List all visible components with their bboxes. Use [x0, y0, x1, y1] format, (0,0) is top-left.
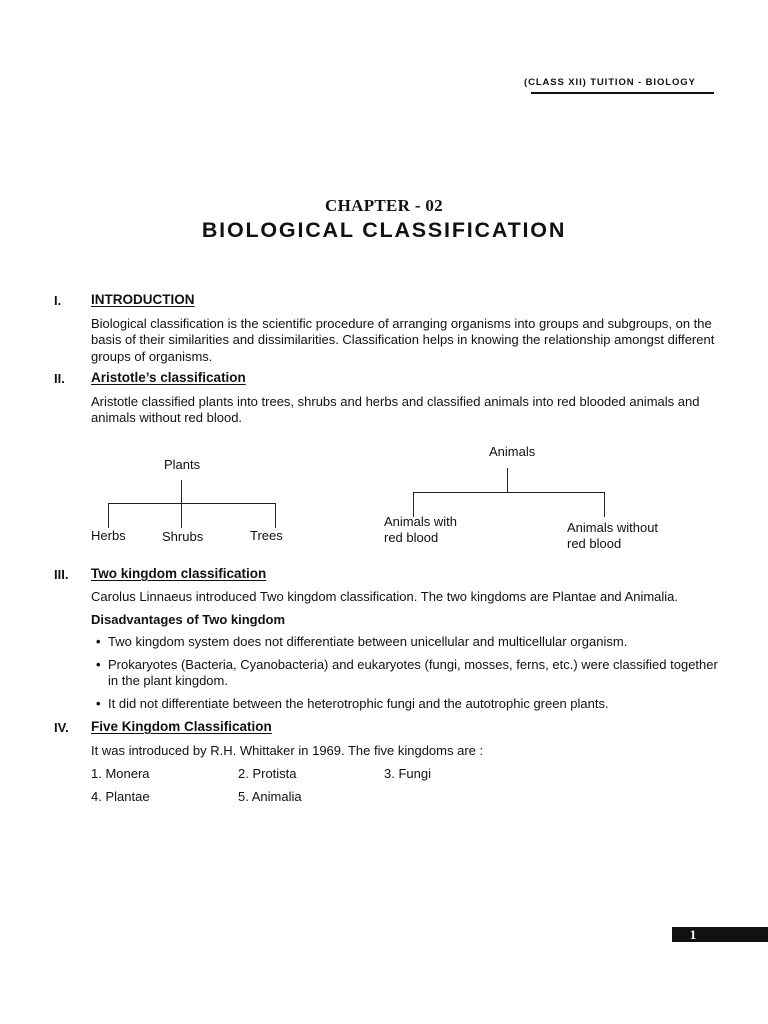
disadvantages-subheading: Disadvantages of Two kingdom: [91, 612, 286, 627]
connector-line: [181, 503, 182, 528]
diagram-plants-root: Plants: [164, 457, 201, 472]
page-number: 1: [689, 927, 697, 942]
connector-line: [507, 468, 508, 492]
bullet-marker: •: [96, 657, 101, 672]
connector-line: [275, 503, 276, 528]
aristotle-paragraph: Aristotle classified plants into trees, shrubs and herbs and classified animals into red blooded animals and animals without red blood.: [91, 394, 700, 426]
connector-line: [181, 480, 182, 503]
chapter-title: BIOLOGICAL CLASSIFICATION: [201, 218, 567, 242]
kingdom-item: 2. Protista: [238, 766, 297, 781]
section-number: I.: [54, 293, 62, 308]
bullet-marker: •: [96, 696, 101, 711]
section-number: III.: [54, 567, 69, 582]
section-number: IV.: [54, 720, 69, 735]
header-underline: [531, 92, 714, 94]
diagram-animals-root: Animals: [489, 444, 536, 459]
diagram-plants-child: Trees: [250, 528, 283, 543]
bullet-marker: •: [96, 634, 101, 649]
section-heading-two-kingdom: Two kingdom classification: [91, 566, 267, 581]
bullet-item: It did not differentiate between the heterotrophic fungi and the autotrophic green plants.: [108, 696, 609, 711]
connector-line: [604, 492, 605, 517]
connector-line: [108, 503, 276, 504]
section-number: II.: [54, 371, 65, 386]
kingdom-item: 1. Monera: [91, 766, 150, 781]
diagram-plants-child: Herbs: [91, 528, 126, 543]
diagram-animals-child: Animals with red blood: [384, 514, 457, 545]
connector-line: [108, 503, 109, 528]
two-kingdom-paragraph: Carolus Linnaeus introduced Two kingdom classification. The two kingdoms are Plantae and Animalia.: [91, 589, 679, 604]
chapter-label: CHAPTER - 02: [325, 196, 443, 215]
bullet-item: Prokaryotes (Bacteria, Cyanobacteria) and eukaryotes (fungi, mosses, ferns, etc.) were classified together in the plant kingdom.: [108, 657, 718, 689]
five-kingdom-paragraph: It was introduced by R.H. Whittaker in 1969. The five kingdoms are :: [91, 743, 484, 758]
section-heading-introduction: INTRODUCTION: [91, 292, 195, 307]
section-heading-aristotle: Aristotle’s classification: [91, 370, 246, 385]
diagram-animals-child: Animals without red blood: [567, 520, 659, 551]
diagram-plants-child: Shrubs: [162, 529, 204, 544]
kingdom-item: 3. Fungi: [384, 766, 431, 781]
running-header: (CLASS XII) TUITION - BIOLOGY: [524, 77, 696, 88]
introduction-paragraph: Biological classification is the scientific procedure of arranging organisms into groups and subgroups, on the basis of their similarities and dissimilarities. Classification helps in knowing the relationship amongst different groups of organisms.: [91, 316, 715, 364]
kingdom-item: 4. Plantae: [91, 789, 150, 804]
connector-line: [413, 492, 605, 493]
section-heading-five-kingdom: Five Kingdom Classification: [91, 719, 272, 734]
kingdom-item: 5. Animalia: [238, 789, 302, 804]
bullet-item: Two kingdom system does not differentiate between unicellular and multicellular organism.: [108, 634, 628, 649]
